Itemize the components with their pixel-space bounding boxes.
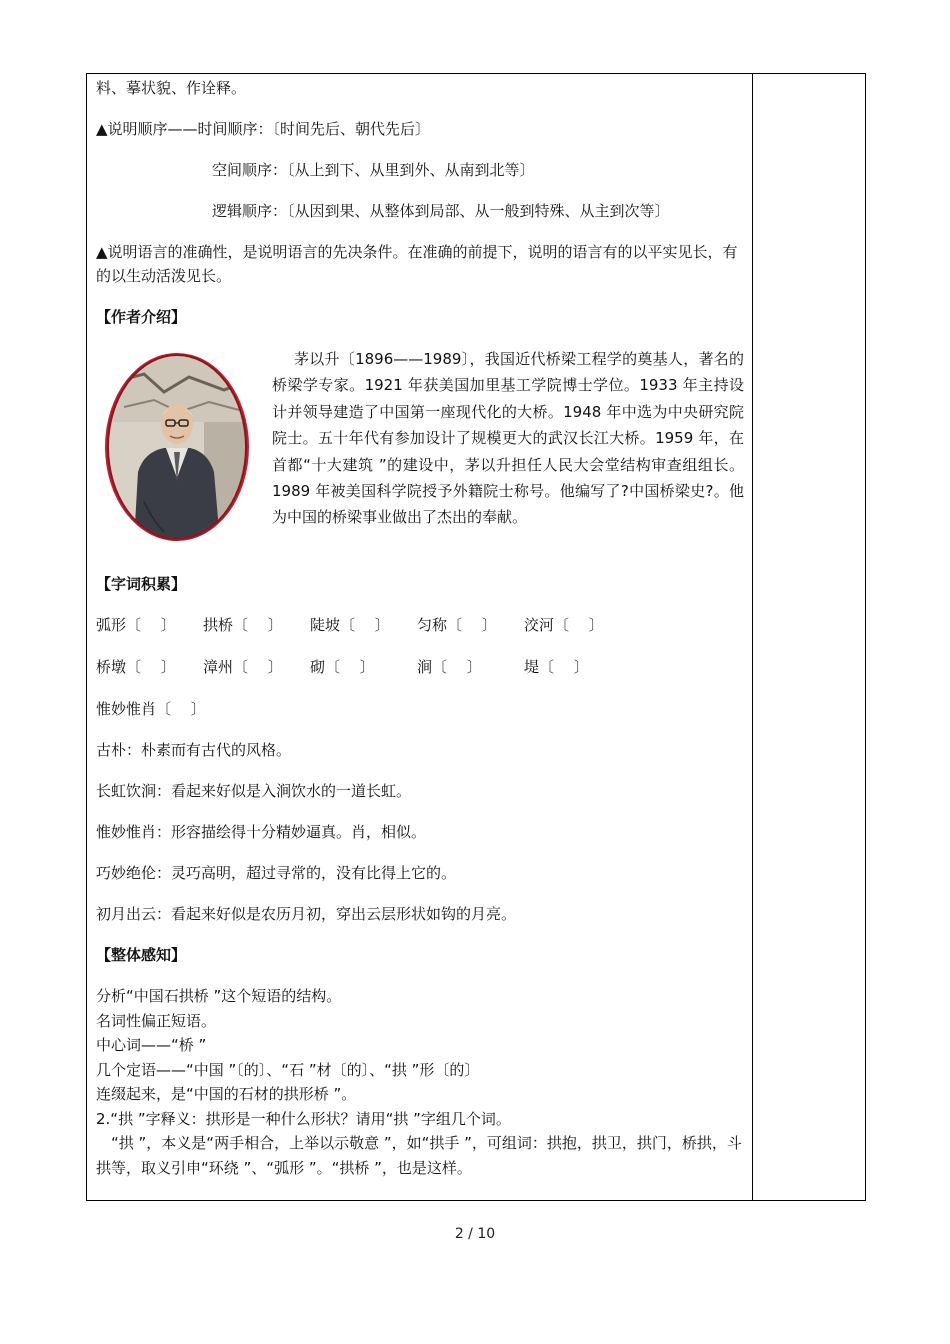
author-bio: 茅以升〔1896——1989〕，我国近代桥梁工程学的奠基人，著名的桥梁学专家。1921 年获美国加里基工学院博士学位。1933 年主持设计并领导建造了中国第一座现代化的大桥。1948 年中选为中央研究院院士。五十年代有参加设计了规模更大的武汉长江大桥。1959 年，在首都“十大建筑 ”的建设中，茅以升担任人民大会堂结构审查组组长。1989 年被美国科学院授予外籍院士称号。他编写了?中国桥梁史?。他为中国的桥梁事业做出了杰出的奉献。: [272, 350, 744, 527]
vocab-definition: 巧妙绝伦：灵巧高明，超过寻常的，没有比得上它的。: [96, 864, 457, 882]
vocab-definition: 古朴：朴素而有古代的风格。: [96, 741, 292, 759]
order-space: 空间顺序：〔从上到下、从里到外、从南到北等〕: [212, 161, 535, 179]
page-number: 2 / 10: [454, 1226, 496, 1242]
vocab-definition: 惟妙惟肖：形容描绘得十分精妙逼真。肖，相似。: [96, 823, 427, 841]
document-content: [96, 76, 746, 1180]
vocab-heading: 【字词积累】: [96, 575, 187, 593]
overall-line: 2.“拱 ”字释义：拱形是一种什么形状？请用“拱 ”字组几个词。: [96, 1109, 511, 1128]
author-section: [96, 346, 746, 558]
portrait-photo-icon: [104, 352, 250, 542]
author-heading: 【作者介绍】: [96, 308, 187, 326]
overall-line: 中心词——“桥 ”: [96, 1036, 207, 1054]
vocab-item: 漳州〔 〕: [203, 658, 283, 676]
language-paragraph: ▲说明语言的准确性，是说明语言的先决条件。在准确的前提下，说明的语言有的以平实见长，有的以生动活泼见长。: [96, 243, 738, 285]
overall-section: [96, 984, 746, 1180]
vocab-item: 堤〔 〕: [524, 658, 589, 676]
vocab-item: 拱桥〔 〕: [203, 616, 283, 634]
vocab-definition: 初月出云：看起来好似是农历月初，穿出云层形状如钩的月亮。: [96, 905, 517, 923]
vocab-item: 洨河〔 〕: [524, 616, 604, 634]
vocab-item: 弧形〔 〕: [96, 616, 176, 634]
table-column-divider: [752, 73, 753, 1201]
overall-line: 名词性偏正短语。: [96, 1011, 217, 1030]
vocab-item: 匀称〔 〕: [417, 616, 497, 634]
vocab-item: 涧〔 〕: [417, 658, 482, 676]
overall-heading: 【整体感知】: [96, 946, 187, 964]
vocab-row-3: 惟妙惟肖〔 〕: [96, 700, 206, 718]
intro-line: 料、摹状貌、作诠释。: [96, 79, 247, 97]
vocab-item: 桥墩〔 〕: [96, 658, 176, 676]
vocab-row-2: [96, 655, 746, 679]
vocab-item: 砌〔 〕: [310, 658, 375, 676]
vocab-definition: 长虹饮涧：看起来好似是入涧饮水的一道长虹。: [96, 782, 412, 800]
overall-line: 几个定语——“中国 ”〔的〕、“石 ”材〔的〕、“拱 ”形〔的〕: [96, 1060, 480, 1079]
order-logic: 逻辑顺序：〔从因到果、从整体到局部、从一般到特殊、从主到次等〕: [212, 202, 670, 220]
vocab-row-1: [96, 613, 746, 637]
overall-line: 连缀起来，是“中国的石材的拱形桥 ”。: [96, 1085, 357, 1103]
vocab-item: 陡坡〔 〕: [310, 616, 390, 634]
order-time: ▲说明顺序——时间顺序：〔时间先后、朝代先后〕: [96, 120, 431, 138]
overall-line: 分析“中国石拱桥 ”这个短语的结构。: [96, 987, 342, 1005]
overall-line: “拱 ”，本义是“两手相合，上举以示敬意 ”，如“拱手 ”，可组词：拱抱，拱卫，拱门，桥拱，斗拱等，取义引申“环绕 ”、“弧形 ”。“拱桥 ”，也是这样。: [96, 1134, 742, 1177]
